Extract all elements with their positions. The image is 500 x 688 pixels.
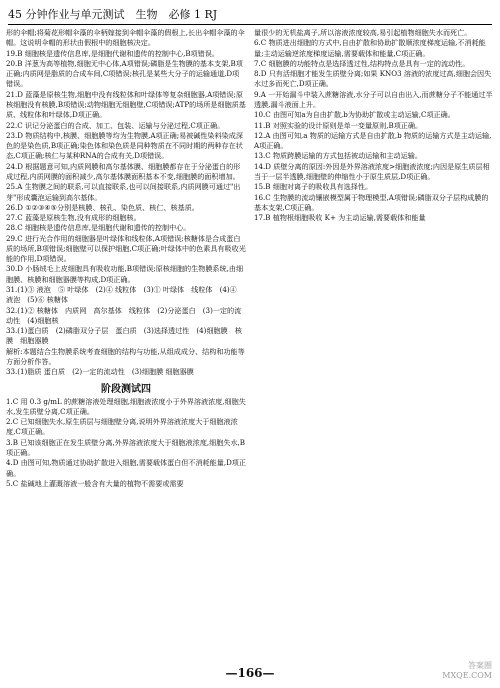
answer-paragraph: 10.C 由图可知a为自由扩散,b为协助扩散或主动运输,C项正确。 (254, 110, 455, 120)
answer-paragraph: 11.B 对照实验的设计原则是单一变量原则,B项正确。 (254, 120, 423, 130)
answer-paragraph: 形的伞帽;将菊花形帽伞藻的伞柄嫁接到伞帽伞藻的假根上,长出伞帽伞藻的伞帽。这说明伞帽的形状由假根中的细胞核决定。 (6, 28, 245, 48)
answer-paragraph: 29.C 进行光合作用的细胞器是叶绿体和线粒体,A项错误;核糖体是合成蛋白质的场所,B项错误;细胞壁可以保护细胞,C项正确;叶绿体中的色素具有吸收光能的作用,D项错误。 (6, 233, 246, 264)
answer-paragraph: 26.D ①②③④⑤分别是核膜、核孔、染色质、核仁、核基质。 (6, 202, 199, 212)
answer-paragraph: 22.C 识记分泌蛋白的合成、加工、包装、运输与分泌过程,C项正确。 (6, 120, 225, 130)
watermark-logo: 答案圈 MXQE.COM (442, 661, 492, 680)
answer-paragraph: 33.(1)蛋白质 (2)磷脂双分子层 蛋白质 (3)选择透过性 (4)细胞膜 核膜 细胞器膜 (6, 326, 242, 346)
answer-paragraph: 25.A 生物膜之间的联系,可以直接联系,也可以间接联系,内质网膜可通过"出芽"形成囊泡运输到高尔基体。 (6, 182, 241, 202)
answer-paragraph: 19.B 细胞核是遗传信息库,是细胞代谢和遗传的控制中心,B项错误。 (6, 48, 219, 58)
answer-paragraph: 14.D 质壁分离的原因:外因是外界溶液浓度>细胞液浓度;内因是原生质层相当于一层半透膜,细胞壁的伸缩性小于原生质层,D项正确。 (254, 161, 490, 181)
answer-paragraph: 8.D 只有活细胞才能发生质壁分离;如果 KNO3 溶液的浓度过高,细胞会因失水过多而死亡,D项正确。 (254, 69, 492, 89)
answer-paragraph: 28.C 细胞核是遗传信息库,是细胞代谢和遗传的控制中心。 (6, 223, 191, 233)
answer-paragraph: 16.C 生物膜的流动镶嵌模型属于物理模型,A项错误;磷脂双分子层构成膜的基本支架,C项正确。 (254, 192, 489, 212)
answer-paragraph: 4.D 由图可知,物质通过协助扩散进入细胞,需要载体蛋白但不消耗能量,D项正确。 (6, 458, 246, 478)
answer-paragraph: 23.D 物质结构中,核膜、细胞膜等均为生物膜,A项正确;易被碱性染料染成深色的是染色质,B项正确;染色体和染色质是同种物质在不同时期的两种存在状态,C项正确;核仁与某种RNA的合成有关,D项错误。 (6, 130, 243, 161)
answer-paragraph: 13.C 物质跨膜运输的方式包括被动运输和主动运输。 (254, 151, 422, 161)
content-columns (6, 28, 494, 654)
answer-paragraph: 5.C 盐碱地上灌溉溶液一般含有大量的植物不需要或需要 (6, 478, 184, 488)
answer-paragraph: 31.(1)③ 液泡 ⑤ 叶绿体 (2)④ 线粒体 (3)① 叶绿体 线粒体 (4)④ 液泡 (5)⑥ 核糖体 (6, 285, 240, 305)
answer-paragraph: 解析:本题结合生物膜系统考查细胞的结构与功能,从组成成分、结构和功能等方面分析作答。 (6, 346, 245, 366)
answer-paragraph: 6.C 物质进出细胞的方式中,自由扩散和协助扩散顺浓度梯度运输,不消耗能量;主动运输逆浓度梯度运输,需要载体和能量,C项正确。 (254, 38, 486, 58)
answer-paragraph: 30.D 小肠绒毛上皮细胞具有吸收功能,B项错误;原核细胞的生物膜系统,由细胞膜、核膜和细胞器膜等构成,D项正确。 (6, 264, 244, 284)
answer-paragraph: 20.B 洋葱为高等植物,细胞无中心体,A项错误;磷脂是生物膜的基本支架,B项正确;内质网是脂质的合成车间,C项错误;核孔是某些大分子的运输通道,D项错误。 (6, 58, 243, 89)
answer-paragraph: 24.D 根据题意可知,内质网膜和高尔基体膜、细胞膜都存在于分泌蛋白的形成过程,内质网膜的面积减少,高尔基体膜面积基本不变,细胞膜的面积增加。 (6, 161, 241, 181)
answer-paragraph: 3.B 已知该细胞正在发生质壁分离,外界溶液浓度大于细胞液浓度,细胞失水,B项正确。 (6, 437, 246, 457)
answer-paragraph: 9.A 一开始漏斗中装入蔗糖溶液,水分子可以自由出入,而蔗糖分子不能通过半透膜,漏斗液面上升。 (254, 89, 493, 109)
answer-paragraph: 2.C 已知细胞失水,原生质层与细胞壁分离,说明外界溶液浓度大于细胞液浓度,C项正确。 (6, 417, 238, 437)
answer-paragraph: 7.C 细胞膜的功能特点是选择透过性,结构特点是具有一定的流动性。 (254, 58, 470, 68)
left-column (6, 28, 246, 654)
answer-paragraph: 15.B 细胞对离子的吸收具有选择性。 (254, 182, 373, 192)
page-header: 45 分钟作业与单元测试 生物 必修 1 RJ (8, 6, 492, 25)
page-number: —166— (225, 666, 275, 680)
section-title: 阶段测试四 (101, 383, 151, 395)
answer-paragraph: 33.(1)脂质 蛋白质 (2)一定的流动性 (3)细胞膜 细胞器膜 (6, 367, 194, 377)
right-column (254, 28, 494, 654)
answer-paragraph: 32.(1)② 核糖体 内质网 高尔基体 线粒体 (2)分泌蛋白 (3)一定的流动性 (4)细胞核 (6, 305, 242, 325)
answer-paragraph: 27.C 蓝藻是原核生物,没有成形的细胞核。 (6, 213, 141, 223)
answer-paragraph: 17.B 植物根细胞吸收 K+ 为主动运输,需要载体和能量 (254, 213, 426, 223)
answer-paragraph: 12.A 由图可知,a 物质的运输方式是自由扩散,b 物质的运输方式是主动运输,A项正确。 (254, 130, 492, 151)
answer-paragraph: 量很少的无机盐离子,所以溶液浓度较高,易引起植物细胞失水而死亡。 (254, 28, 472, 37)
answer-paragraph: 21.D 蓝藻是原核生物,细胞中没有线粒体和叶绿体等复杂细胞器,A项错误;原核细胞没有核膜,B项错误;动物细胞无细胞壁,C项错误;ATP的场所是细胞质基质、线粒体和叶绿体,D项正确。 (6, 89, 246, 120)
answer-paragraph: 1.C 用 0.3 g/mL 的蔗糖溶液处理细胞,细胞液浓度小于外界溶液浓度,细胞失水,发生质壁分离,C项正确。 (6, 396, 246, 416)
